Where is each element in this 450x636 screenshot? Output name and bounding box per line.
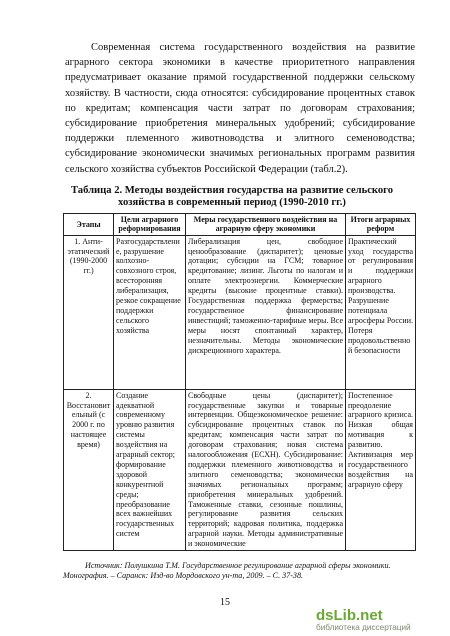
table-row	[64, 389, 416, 551]
results-cell: Постепенное преодоление аграрного кризиса. Низкая общая мотивация к развитию. Активизация мер государственного воздействия на аграрную сферу	[346, 389, 416, 551]
stage-cell: 2. Восстановительный (с 2000 г. по настоящее время)	[64, 389, 114, 551]
table-caption: Таблица 2. Методы воздействия государства на развитие сельского хозяйства в современный период (1990-2010 гг.)	[70, 185, 394, 209]
goals-cell: Создание адекватной современному уровню развития системы воздействия на аграрный сектор; формирование здоровой конкурентной среды; преобразование всех важнейших государственных систем	[114, 389, 186, 551]
body-paragraph: Современная система государственного воздействия на развитие аграрного сектора экономики в качестве приоритетного направления предусматривает оказание прямой государственной поддержки сельскому хозяйству. В частности, сюда относятся: субсидирование процентных ставок по кредитам; компенсация части затрат по договорам страхования; субсидирование приобретения минеральных удобрений; субсидирование поддержки племенного животноводства и элитного семеноводства; субсидирование экономически значимых региональных программ развития сельского хозяйства субъектов Российской Федерации (табл.2).	[65, 42, 415, 175]
watermark-subtitle: библиотека диссертаций	[316, 623, 411, 632]
header-stages: Этапы	[64, 214, 114, 236]
measures-cell: Либерализация цен, свободное ценообразование (диспаритет); ценовые дотации; субсидии на ГСМ; товарное кредитование; лизинг. Льготы по налогам и оплате электроэнергии. Коммерческие кредиты (высокие процентные ставки). Государственная поддержка фермерства; государственное финансирование инвестиций; таможенно-тарифные меры. Все меры носят спонтанный характер, незначительны. Методы экономические дискреционного характера.	[186, 235, 346, 389]
stage-cell: 1. Анти-этатический (1990-2000 гг.)	[64, 235, 114, 389]
table-header-row	[64, 214, 416, 236]
header-results: Итоги аграрных реформ	[346, 214, 416, 236]
source-note: Источник: Полушкина Т.М. Государственное регулирование аграрной сферы экономики. Монография. – Саранск: Изд-во Мордовского ун-та, 2009. – С. 37-38.	[63, 561, 391, 580]
page-number: 15	[220, 597, 230, 608]
goals-cell: Разгосударствление, разрушение колхозно-совхозного строя, всесторонняя либерализация, резкое сокращение поддержки сельского хозяйства	[114, 235, 186, 389]
results-cell: Практический уход государства от регулирования и поддержки аграрного производства. Разрушение потенциала агросферы России. Потеря продовольственной безопасности	[346, 235, 416, 389]
table-row	[64, 235, 416, 389]
header-measures: Меры государственного воздействия на аграрную сферу экономики	[186, 214, 346, 236]
watermark-logo: dsLib.net	[316, 607, 383, 624]
watermark	[316, 607, 446, 633]
methods-table	[63, 213, 416, 551]
measures-cell: Свободные цены (диспаритет); государственные закупки и товарные интервенции. Общеэкономическое решение: субсидирование процентных ставок по кредитам; компенсация части затрат по договорам страхования; новая система налогообложения (ЕСХН). Субсидирование: поддержки племенного животноводства и элитного семеноводства; экономически значимых региональных программ; приобретения минеральных удобрений. Таможенные ставки, сезонные пошлины, регулирование развития сельских территорий; кадровая политика, поддержка аграрной науки. Методы административные и экономические	[186, 389, 346, 551]
header-goals: Цели аграрного реформирования	[114, 214, 186, 236]
